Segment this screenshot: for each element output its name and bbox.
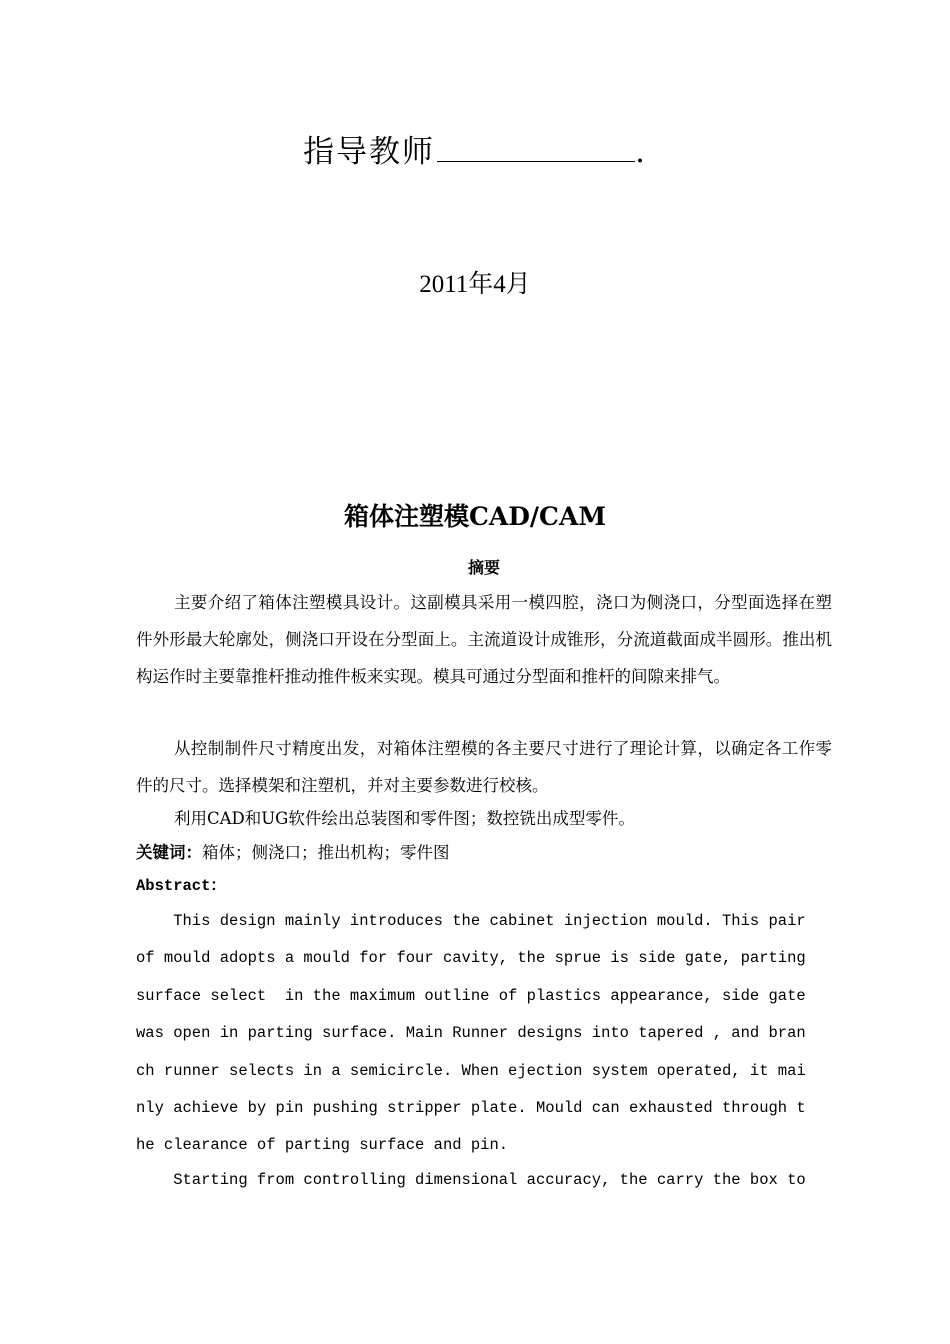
abstract-en-line: nly achieve by pin pushing stripper plate. Mould can exhausted through t — [136, 1098, 806, 1117]
abstract-cn-text-2: 从控制制件尺寸精度出发，对箱体注塑模的各主要尺寸进行了理论计算，以确定各工作零件的尺寸。选择模架和注塑机，并对主要参数进行校核。 — [136, 739, 832, 795]
abstract-cn-heading: 摘要 — [467, 558, 500, 577]
abstract-en-paragraph-2 — [136, 1162, 826, 1199]
keywords-text: 箱体；侧浇口；推出机构；零件图 — [202, 843, 450, 862]
abstract-cn-text-1: 主要介绍了箱体注塑模具设计。这副模具采用一模四腔，浇口为侧浇口，分型面选择在塑件外形最大轮廓处，侧浇口开设在分型面上。主流道设计成锥形，分流道截面成半圆形。推出机构运作时主要靠推杆推动推件板来实现。模具可通过分型面和推杆的间隙来排气。 — [136, 593, 832, 686]
abstract-en-line: was open in parting surface. Main Runner designs into tapered , and bran — [136, 1024, 806, 1043]
advisor-trail: . — [635, 134, 647, 170]
advisor-signature-blank — [437, 133, 635, 162]
abstract-en-line: Starting from controlling dimensional accuracy, the carry the box to — [136, 1171, 806, 1189]
abstract-cn-paragraph-3 — [136, 800, 832, 837]
abstract-en-line: ch runner selects in a semicircle. When ejection system operated, it mai — [136, 1061, 806, 1080]
abstract-en-line: surface select in the maximum outline of plastics appearance, side gate — [136, 986, 806, 1005]
abstract-en-line: of mould adopts a mould for four cavity, the sprue is side gate, parting — [136, 949, 806, 968]
abstract-en-paragraph-1 — [136, 903, 826, 1165]
abstract-cn-paragraph-1 — [136, 584, 832, 695]
abstract-cn-paragraph-2 — [136, 730, 832, 804]
abstract-en-heading: Abstract： — [136, 877, 226, 895]
thesis-title: 箱体注塑模CAD/CAM — [343, 502, 607, 531]
abstract-cn-text-3: 利用CAD和UG软件绘出总装图和零件图；数控铣出成型零件。 — [174, 809, 635, 828]
abstract-en-line: This design mainly introduces the cabinet injection mould. This pair — [136, 912, 806, 930]
thesis-date: 2011年4月 — [419, 271, 531, 298]
advisor-line — [0, 126, 950, 171]
keywords-line — [136, 837, 836, 869]
advisor-label: 指导教师 — [303, 134, 436, 170]
keywords-label: 关键词： — [136, 843, 202, 862]
abstract-en-line: he clearance of parting surface and pin. — [136, 1136, 509, 1155]
